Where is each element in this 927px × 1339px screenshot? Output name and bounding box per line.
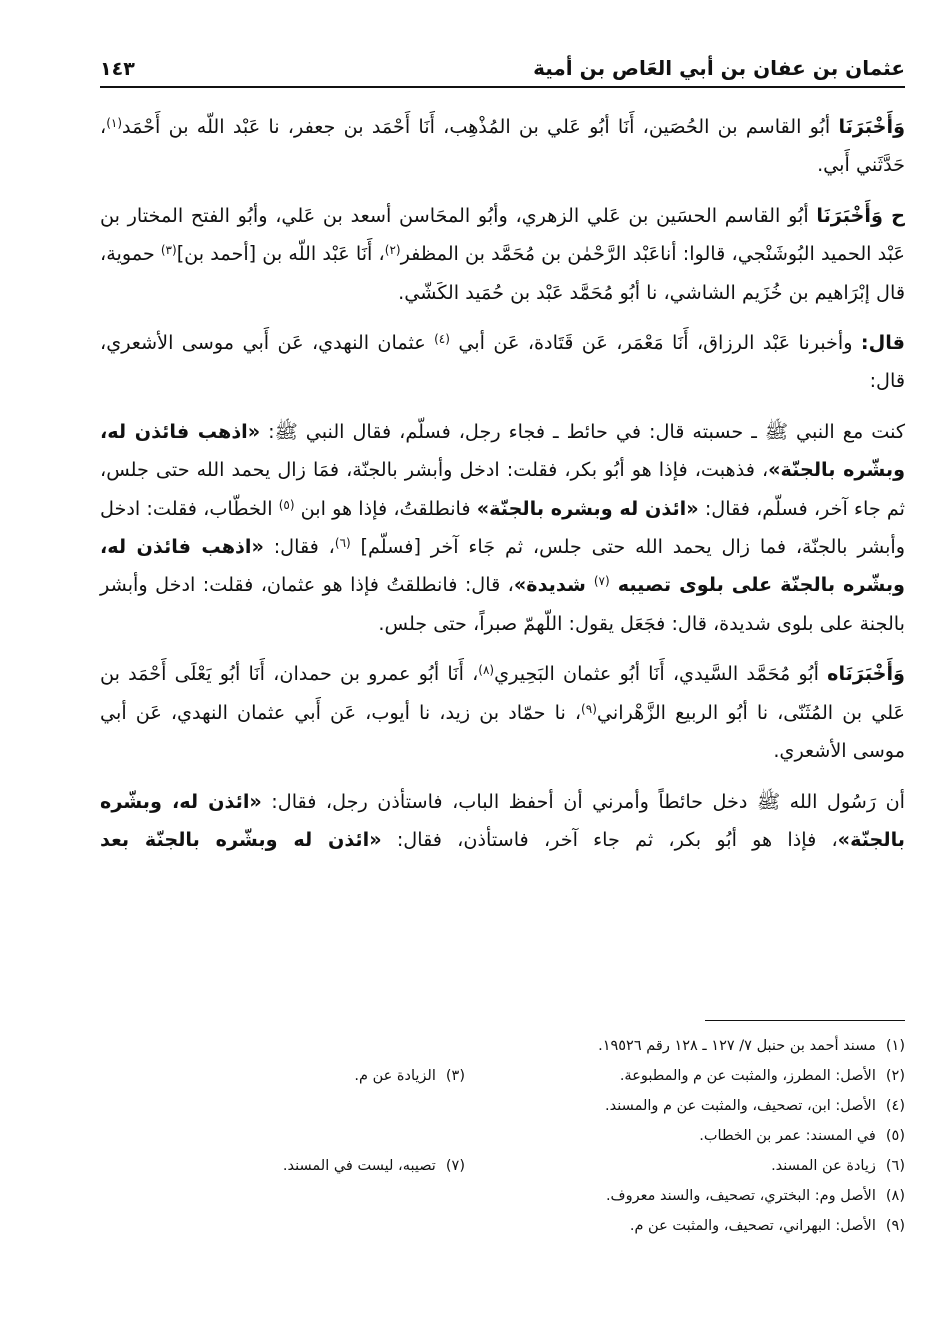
text-segment: ، أَنَا عَبْد اللّه بن [أحمد بن] <box>176 242 385 266</box>
footnote-number: (٩) <box>885 1218 905 1234</box>
text-segment: أن رَسُول الله ﷺ دخل حائطاً وأمرني أن أحفظ الباب، فاستأذن رجل، فقال: <box>261 789 905 813</box>
footnote <box>465 1061 905 1091</box>
footnote-list <box>100 1031 905 1241</box>
footnotes <box>100 1020 905 1241</box>
footnote-number: (٣) <box>445 1068 465 1084</box>
paragraph <box>100 413 905 643</box>
footnote-text: الأصل وم: البختري، تصحيف، والسند معروف. <box>605 1188 876 1204</box>
footnote-number: (٤) <box>885 1098 905 1114</box>
footnote-row <box>100 1031 905 1061</box>
page-number: ١٤٣ <box>100 58 135 80</box>
footnote-ref: (١) <box>106 116 123 130</box>
footnote-number: (٦) <box>885 1158 905 1174</box>
bold-text: قال: <box>860 331 905 355</box>
paragraph <box>100 655 905 770</box>
footnote-row <box>100 1121 905 1151</box>
footnote-text: الأصل: البهراني، تصحيف، والمثبت عن م. <box>629 1218 876 1234</box>
footnote <box>465 1151 905 1181</box>
footnote-ref: (٥) <box>278 497 295 512</box>
footnote-ref: (٩) <box>581 701 597 716</box>
footnote <box>465 1031 905 1061</box>
text-segment: ، حَدَّثَني أَبي. <box>100 115 905 177</box>
bold-text: وَأَخْبَرَنَا <box>838 115 905 138</box>
footnote-text: مسند أحمد بن حنبل ٧/ ١٢٧ ـ ١٢٨ رقم ١٩٥٢٦. <box>598 1038 876 1054</box>
footnote-text: الأصل: ابن، تصحيف، والمثبت عن م والمسند. <box>605 1098 876 1114</box>
text-segment: ، أَنَا أبُو عمرو بن حمدان، أَنَا أبُو يَعْلَى أَحْمَد بن عَلي بن المُثَنّى، نا أبُو الربيع الزَّهْراني <box>100 662 905 724</box>
footnote-text: الزيادة عن م. <box>354 1068 436 1084</box>
bold-text: «ائذن له وبشره بالجنّة» <box>476 496 699 520</box>
paragraph <box>100 108 905 185</box>
footnote-row <box>100 1151 905 1181</box>
footnote-ref: (٧) <box>593 574 610 589</box>
footnote-text: في المسند: عمر بن الخطاب. <box>699 1128 876 1144</box>
footnote <box>465 1181 905 1211</box>
bold-text: «اذهب فائذن له، وبشّره بالجنّة على بلوى تصيبه <box>100 535 905 597</box>
footnote-row <box>100 1211 905 1241</box>
footnote-ref: (٣) <box>160 243 177 258</box>
footnote-number: (٢) <box>885 1068 905 1084</box>
bold-text: «ائذن له، وبشّره بالجنّة» <box>100 789 905 851</box>
footnote <box>283 1151 465 1181</box>
bold-text: ح وَأَخْبَرَنَا <box>816 203 905 227</box>
footnote-ref: (٢) <box>384 243 401 258</box>
footnote-text: زيادة عن المسند. <box>771 1158 876 1174</box>
footnote-number: (٥) <box>885 1128 905 1144</box>
main-text <box>100 108 905 871</box>
paragraph <box>100 324 905 401</box>
footnote <box>465 1121 905 1151</box>
bold-text: «ائذن له وبشّره بالجنّة بعد <box>100 827 382 851</box>
footnote-ref: (٦) <box>334 536 351 551</box>
text-segment: أبُو مُحَمَّد السَّيدي، أَنَا أبُو عثمان البَحِيري <box>494 662 828 686</box>
text-segment: ، فذهبت، فإذا هو أبُو بكر، فقلت: ادخل وأبشر بالجنّة، فمَا زال يحمد الله حتى جلس، ثم جاء آخر، فسلّم، فقال: <box>100 458 905 520</box>
footnote-divider <box>705 1020 905 1021</box>
running-title: عثمان بن عفان بن أبي العَاص بن أمية <box>533 56 905 80</box>
footnote-ref: (٤) <box>434 332 450 347</box>
footnote-text: الأصل: المطرز، والمثبت عن م والمطبوعة. <box>619 1068 876 1084</box>
text-segment: عثمان النهدي، عَن أَبي موسى الأشعري، قال: <box>100 331 905 393</box>
bold-text: وَأَخْبَرَنَاه <box>827 662 905 686</box>
text-segment: حموية، قال إبْرَاهيم بن خُزَيم الشاشي، نا أبُو مُحَمَّد عَبْد بن حُمَيد الكَشّي. <box>100 242 905 304</box>
text-segment: ، فقال: <box>263 535 335 559</box>
text-segment: فانطلقتُ، فإذا هو ابن <box>294 496 477 520</box>
bold-text: «اذهب فائذن له، وبشّره بالجنّة» <box>100 419 905 482</box>
footnote <box>354 1061 465 1091</box>
text-segment: وأخبرنا عَبْد الرزاق، أَنَا مَعْمَر، عَن قَتَادة، عَن أبي <box>449 331 861 355</box>
text-segment: ، قال: فانطلقتُ فإذا هو عثمان، فقلت: ادخل وأبشر بالجنة على بلوى شديدة، قال: فجَعَل يقول: اللّهمّ صبراً، حتى جلس. <box>100 573 905 635</box>
footnote-ref: (٨) <box>478 663 495 678</box>
text-segment: أبُو القاسم بن الحُصَين، أَنَا أبُو عَلي بن المُذْهِب، أَنَا أَحْمَد بن جعفر، نا عَبْد اللّه بن أَحْمَد <box>122 115 839 138</box>
footnote-row <box>100 1181 905 1211</box>
text-segment: كنت مع النبي ﷺ ـ حسبته قال: في حائط ـ فجاء رجل، فسلّم، فقال النبي ﷺ: <box>260 419 905 443</box>
paragraph <box>100 197 905 312</box>
paragraph <box>100 783 905 860</box>
text-segment: أبُو القاسم الحسَين بن عَلي الزهري، وأبُو المحَاسن أسعد بن عَلي، وأبُو الفتح المختار بن عَبْد الحميد البُوشَنْجي، قالوا: أناعَبْد الرَّحْمٰن بن مُحَمَّد بن المظفر <box>100 203 905 266</box>
footnote <box>465 1211 905 1241</box>
footnote-number: (٨) <box>885 1188 905 1204</box>
page-header <box>100 46 905 88</box>
footnote-number: (٧) <box>445 1158 465 1174</box>
bold-text: شديدة» <box>513 573 594 597</box>
footnote-row <box>100 1091 905 1121</box>
footnote-row <box>100 1061 905 1091</box>
text-segment: ، نا حمّاد بن زيد، نا أيوب، عَن أَبي عثمان النهدي، عَن أبي موسى الأشعري. <box>100 700 905 763</box>
footnote <box>465 1091 905 1121</box>
text-segment: الخطّاب، فقلت: ادخل وأبشر بالجنّة، فما زال يحمد الله حتى جلس، ثم جَاء آخر [فسلّم] <box>100 496 906 559</box>
text-segment: ، فإذا هو أبُو بكر، ثم جاء آخر، فاستأذن، فقال: <box>381 827 838 851</box>
footnote-text: تصيبه، ليست في المسند. <box>282 1158 436 1174</box>
footnote-number: (١) <box>885 1038 905 1054</box>
